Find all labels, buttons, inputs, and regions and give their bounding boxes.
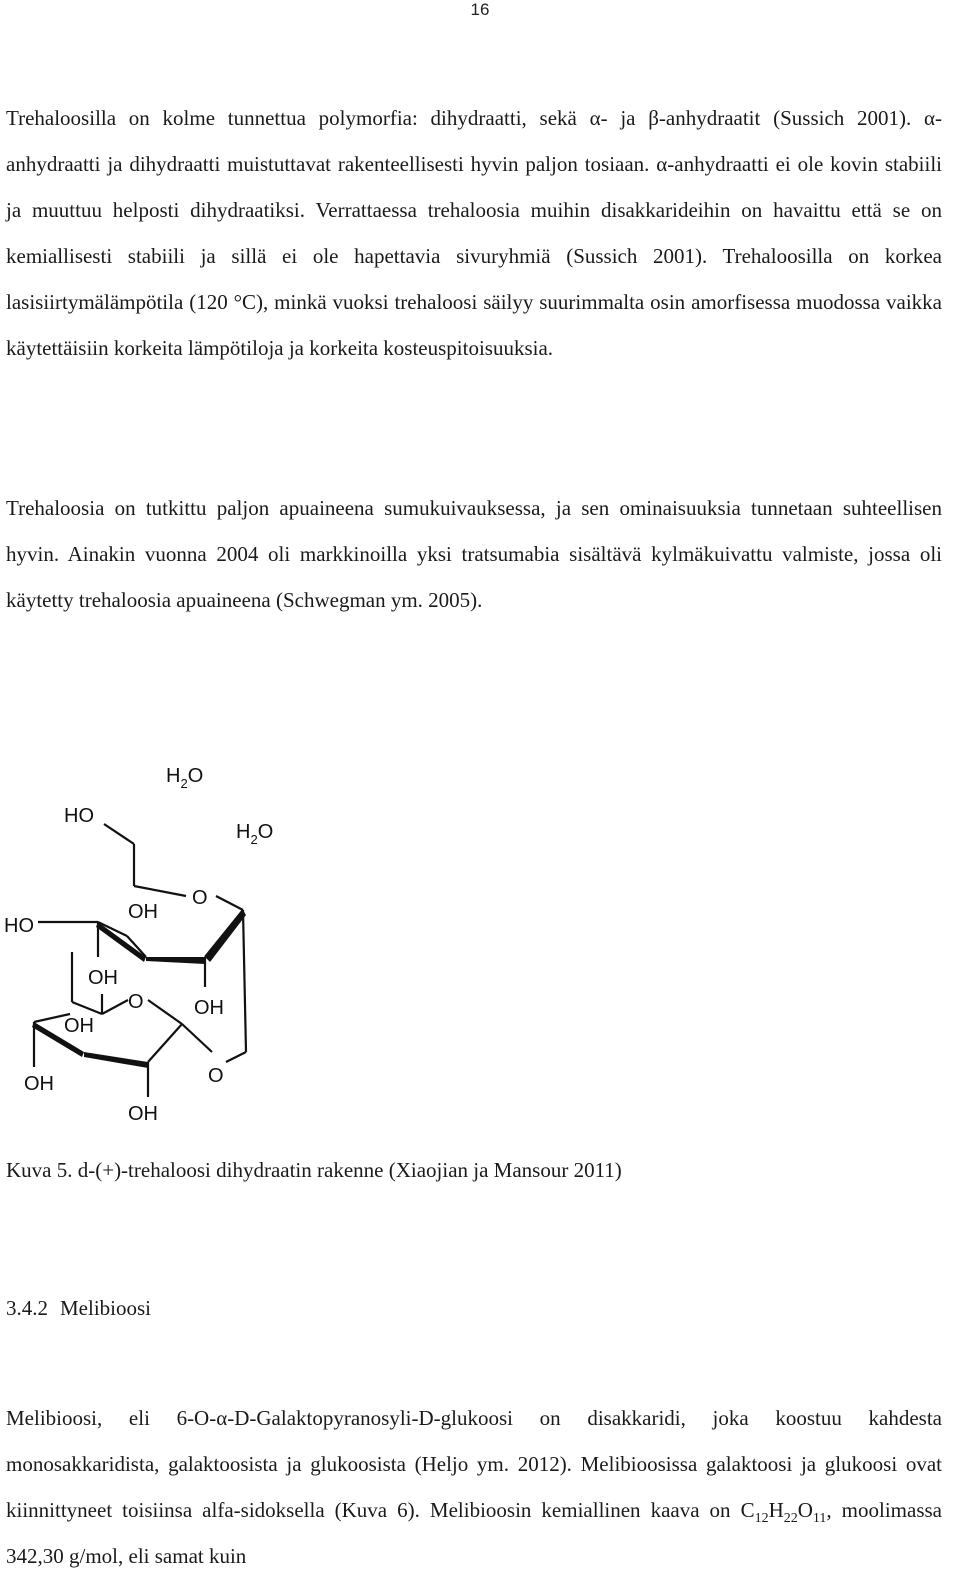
oh-bottom-left-label: OH bbox=[24, 1073, 54, 1095]
water-label-2: $H_2O$ bbox=[236, 821, 274, 847]
trehalose-dihydrate-structure-figure bbox=[0, 752, 320, 1132]
melibiose-text-start: Melibioosi, eli 6-O-α-D-Galaktopyranosyli-D-glukoosi on disakkaridi, joka koostuu kahdesta monosakkaridista, galaktoosista ja glukoosista (Heljo ym. 2012). Melibioosissa galaktoosi ja glukoosi ovat kiinnittyneet toisiinsa alfa-sidoksella (Kuva 6). Melibioosin kemiallinen kaava on C bbox=[6, 1406, 942, 1522]
lower-wedge-bottom bbox=[84, 1052, 148, 1068]
paragraph-melibiose bbox=[6, 1395, 942, 1579]
water-label-1: $H_2O$ bbox=[166, 765, 204, 791]
ho-left-label: HO bbox=[4, 915, 34, 937]
melibiose-text-end: , moolimassa 342,30 g/mol, eli samat kuin bbox=[6, 1498, 942, 1568]
section-title: Melibioosi bbox=[60, 1296, 152, 1320]
formula-sub-c: 12 bbox=[754, 1511, 769, 1527]
formula-o: O bbox=[797, 1498, 813, 1522]
upper-wedge-right bbox=[205, 910, 246, 962]
oh-right-label: OH bbox=[194, 997, 224, 1019]
page-number: 16 bbox=[470, 0, 490, 19]
ring-o-bottom-label: O bbox=[128, 991, 144, 1013]
oh-top-ring-label: OH bbox=[128, 901, 158, 923]
formula-sub-o: 11 bbox=[812, 1511, 827, 1527]
trehalose-structure-diagram bbox=[0, 752, 320, 1132]
paragraph-trehalose-excipient: Trehaloosia on tutkittu paljon apuaineena sumukuivauksessa, ja sen ominaisuuksia tunnetaan suhteellisen hyvin. Ainakin vuonna 2004 oli markkinoilla yksi tratsumabia sisältävä kylmäkuivattu valmiste, jossa oli käytetty trehaloosia apuaineena (Schwegman ym. 2005). bbox=[6, 496, 942, 612]
upper-wedge-bottom bbox=[146, 957, 205, 964]
figure-caption: Kuva 5. d-(+)-trehaloosi dihydraatin rakenne (Xiaojian ja Mansour 2011) bbox=[6, 1158, 622, 1182]
oh-bottom-ring-label: OH bbox=[64, 1015, 94, 1037]
section-heading bbox=[6, 1294, 151, 1322]
ring-o-top-label: O bbox=[192, 887, 208, 909]
formula-h: H bbox=[768, 1498, 784, 1522]
oh-mid-label: OH bbox=[88, 967, 118, 989]
formula-sub-h: 22 bbox=[783, 1511, 798, 1527]
paragraph-trehalose-polymorphs: Trehaloosilla on kolme tunnettua polymorfia: dihydraatti, sekä α- ja β-anhydraatit (Sussich 2001). α-anhydraatti ja dihydraatti muistuttavat rakenteellisesti hyvin paljon tosiaan. α-anhydraatti ei ole kovin stabiili ja muuttuu helposti dihydraatiksi. Verrattaessa trehaloosia muihin disakkarideihin on havaittu että se on kemiallisesti stabiili ja sillä ei ole hapettavia sivuryhmiä (Sussich 2001). Trehaloosilla on korkea lasisiirtymälämpötila (120 °C), minkä vuoksi trehaloosi säilyy suurimmalta osin amorfisessa muodossa vaikka käytettäisiin korkeita lämpötiloja ja korkeita kosteuspitoisuuksia. bbox=[6, 106, 942, 360]
bridge-o-label: O bbox=[208, 1065, 224, 1087]
section-number: 3.4.2 bbox=[6, 1296, 48, 1320]
ho-top-label: HO bbox=[64, 805, 94, 827]
upper-wedge-left bbox=[96, 922, 146, 962]
oh-bottom-label: OH bbox=[128, 1103, 158, 1125]
